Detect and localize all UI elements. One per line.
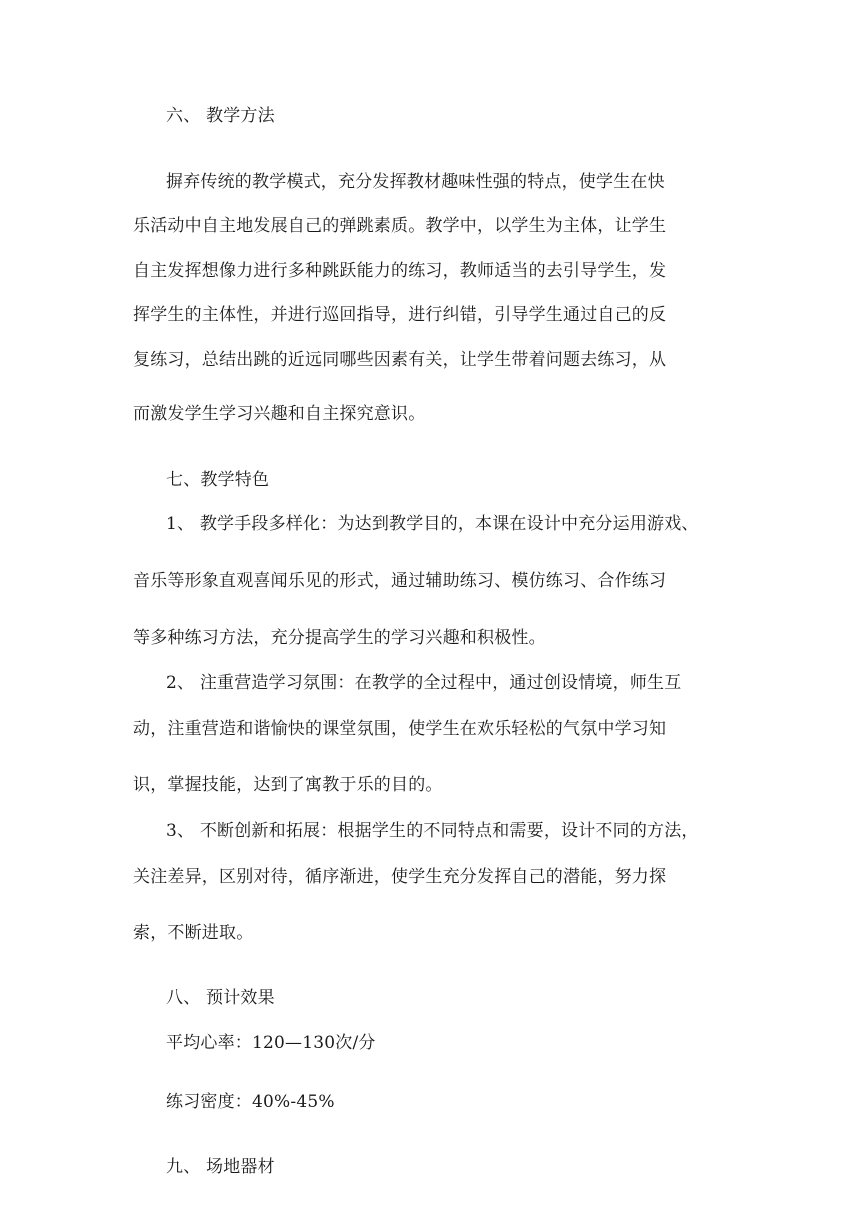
paragraph-line: 摒弃传统的教学模式，充分发挥教材趣味性强的特点，使学生在快: [166, 172, 665, 192]
feature-item-2-line: 识，掌握技能，达到了寓教于乐的目的。: [133, 775, 443, 795]
feature-item-3-line: 3、 不断创新和拓展：根据学生的不同特点和需要，设计不同的方法，: [166, 821, 699, 841]
paragraph-line: 而激发学生学习兴趣和自主探究意识。: [133, 404, 426, 424]
section-6-heading: 六、 教学方法: [166, 106, 275, 126]
feature-item-2-line: 动，注重营造和谐愉快的课堂氛围，使学生在欢乐轻松的气氛中学习知: [133, 719, 667, 739]
section-7-heading: 七、教学特色: [166, 470, 270, 490]
feature-item-1-line: 1、 教学手段多样化：为达到教学目的，本课在设计中充分运用游戏、: [166, 514, 699, 534]
section-8-heading: 八、 预计效果: [166, 988, 275, 1008]
section-9-heading: 九、 场地器材: [166, 1157, 275, 1177]
feature-item-2-line: 2、 注重营造学习氛围：在教学的全过程中，通过创设情境，师生互: [166, 673, 682, 693]
heart-rate-line: 平均心率：120—130次/分: [166, 1033, 376, 1053]
paragraph-line: 乐活动中自主地发展自己的弹跳素质。教学中，以学生为主体，让学生: [133, 216, 667, 236]
paragraph-line: 复练习，总结出跳的近远同哪些因素有关，让学生带着问题去练习，从: [133, 350, 667, 370]
feature-item-3-line: 关注差异，区别对待，循序渐进，使学生充分发挥自己的潜能，努力探: [133, 867, 667, 887]
paragraph-line: 挥学生的主体性，并进行巡回指导，进行纠错，引导学生通过自己的反: [133, 305, 667, 325]
feature-item-1-line: 等多种练习方法，充分提高学生的学习兴趣和积极性。: [133, 628, 546, 648]
feature-item-3-line: 索，不断进取。: [133, 923, 254, 943]
practice-density-line: 练习密度：40%-45%: [166, 1092, 335, 1112]
feature-item-1-line: 音乐等形象直观喜闻乐见的形式，通过辅助练习、模仿练习、合作练习: [133, 571, 667, 591]
paragraph-line: 自主发挥想像力进行多种跳跃能力的练习，教师适当的去引导学生，发: [133, 261, 667, 281]
